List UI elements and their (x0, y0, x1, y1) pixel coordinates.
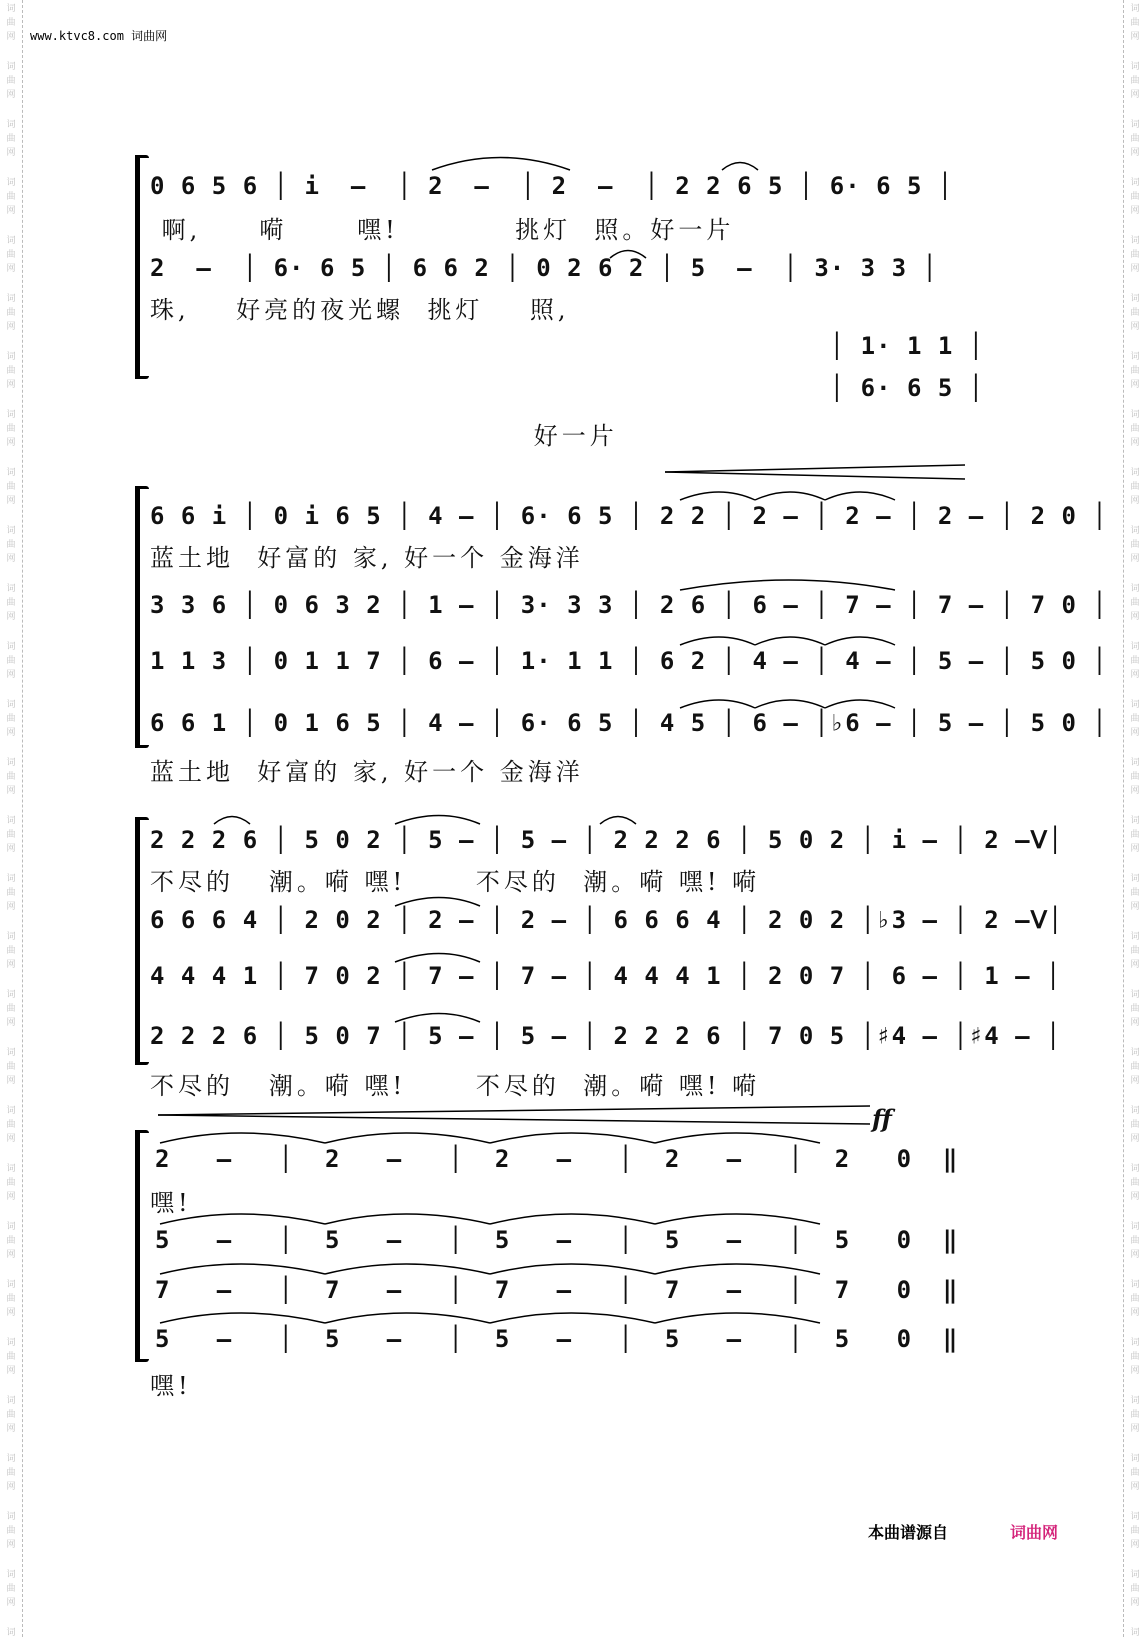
watermark-glyph: 词 (6, 1338, 16, 1348)
watermark-glyph: 曲 (1130, 1178, 1140, 1188)
watermark-glyph: 曲 (1130, 656, 1140, 666)
watermark-glyph: 曲 (1130, 714, 1140, 724)
watermark-glyph: 网 (6, 206, 16, 216)
watermark-glyph: 词 (1130, 120, 1140, 130)
watermark-glyph: 曲 (1130, 1526, 1140, 1536)
watermark-glyph: 网 (6, 1424, 16, 1434)
watermark-glyph: 曲 (6, 366, 16, 376)
watermark-glyph: 网 (6, 844, 16, 854)
watermark-glyph: 网 (6, 1018, 16, 1028)
watermark-glyph: 词 (6, 1280, 16, 1290)
watermark-glyph: 词 (1130, 178, 1140, 188)
watermark-glyph: 网 (6, 496, 16, 506)
watermark-glyph: 曲 (6, 1294, 16, 1304)
lyric-line: 好一片 (150, 422, 618, 450)
watermark-glyph: 词 (1130, 990, 1140, 1000)
watermark-glyph: 词 (1130, 236, 1140, 246)
watermark-glyph: 曲 (6, 1120, 16, 1130)
notes-line: 5 – │ 5 – │ 5 – │ 5 – │ 5 0 ‖ (155, 1226, 959, 1254)
watermark-glyph: 曲 (1130, 1584, 1140, 1594)
watermark-glyph: 网 (6, 32, 16, 42)
watermark-glyph: 词 (6, 1106, 16, 1116)
watermark-glyph: 网 (1130, 670, 1140, 680)
watermark-glyph: 网 (1130, 1076, 1140, 1086)
watermark-glyph: 曲 (1130, 1352, 1140, 1362)
watermark-glyph: 曲 (1130, 830, 1140, 840)
notes-line: 0 6 5 6 │ i – │ 2 – │ 2 – │ 2 2 6 5 │ 6· 6 5 │ (150, 172, 954, 200)
watermark-glyph: 曲 (6, 830, 16, 840)
watermark-glyph: 网 (6, 1192, 16, 1202)
watermark-glyph: 词 (6, 120, 16, 130)
watermark-glyph: 网 (1130, 380, 1140, 390)
watermark-glyph: 曲 (1130, 1236, 1140, 1246)
watermark-glyph: 词 (1130, 410, 1140, 420)
watermark-glyph: 网 (6, 1540, 16, 1550)
notes-line: 2 2 2 6 │ 5 0 7 │ 5 – │ 5 – │ 2 2 2 6 │ 7 0 5 │♯4 – │♯4 – │ (150, 1022, 1062, 1050)
watermark-glyph: 词 (6, 1570, 16, 1580)
watermark-glyph: 网 (1130, 612, 1140, 622)
watermark-glyph: 词 (1130, 816, 1140, 826)
watermark-glyph: 词 (6, 1222, 16, 1232)
watermark-glyph: 网 (1130, 960, 1140, 970)
notes-line: 2 – │ 2 – │ 2 – │ 2 – │ 2 0 ‖ (155, 1145, 959, 1173)
dynamic-fortissimo: ff (872, 1104, 892, 1133)
watermark-glyph: 词 (6, 526, 16, 536)
watermark-glyph: 词 (6, 410, 16, 420)
watermark-glyph: 词 (1130, 1454, 1140, 1464)
watermark-glyph: 网 (6, 264, 16, 274)
watermark-glyph: 词 (1130, 1048, 1140, 1058)
watermark-glyph: 曲 (6, 134, 16, 144)
watermark-glyph: 词 (6, 990, 16, 1000)
watermark-glyph: 网 (6, 1134, 16, 1144)
watermark-glyph: 曲 (6, 192, 16, 202)
watermark-glyph: 词 (1130, 1280, 1140, 1290)
watermark-glyph: 词 (6, 584, 16, 594)
watermark-glyph: 词 (1130, 62, 1140, 72)
watermark-glyph: 词 (6, 642, 16, 652)
watermark-glyph: 词 (1130, 758, 1140, 768)
watermark-glyph: 网 (1130, 728, 1140, 738)
watermark-glyph: 曲 (6, 1584, 16, 1594)
watermark-glyph: 网 (6, 322, 16, 332)
watermark-glyph: 网 (6, 438, 16, 448)
watermark-glyph: 网 (6, 148, 16, 158)
watermark-glyph: 词 (6, 352, 16, 362)
watermark-glyph: 曲 (6, 18, 16, 28)
watermark-glyph: 网 (1130, 148, 1140, 158)
watermark-glyph: 曲 (6, 1410, 16, 1420)
notes-line: 3 3 6 │ 0 6 3 2 │ 1 – │ 3· 3 3 │ 2 6 │ 6 – │ 7 – │ 7 – │ 7 0 │ (150, 591, 1108, 619)
site-header: www.ktvc8.com 词曲网 (30, 29, 168, 43)
watermark-glyph: 网 (1130, 206, 1140, 216)
watermark-glyph: 网 (6, 728, 16, 738)
watermark-glyph: 词 (1130, 700, 1140, 710)
watermark-glyph: 词 (6, 1512, 16, 1522)
watermark-glyph: 曲 (1130, 1120, 1140, 1130)
watermark-glyph: 词 (1130, 1570, 1140, 1580)
watermark-glyph: 词 (6, 1164, 16, 1174)
lyric-line: 不尽的 潮。嗬 嘿! 不尽的 潮。嗬 嘿! 嗬 (150, 868, 761, 896)
watermark-glyph: 网 (1130, 1250, 1140, 1260)
watermark-glyph: 网 (1130, 1482, 1140, 1492)
watermark-glyph: 网 (1130, 786, 1140, 796)
watermark-glyph: 曲 (1130, 134, 1140, 144)
notes-line: 4 4 4 1 │ 7 0 2 │ 7 – │ 7 – │ 4 4 4 1 │ 2 0 7 │ 6 – │ 1 – │ (150, 962, 1062, 990)
watermark-glyph: 网 (1130, 1192, 1140, 1202)
watermark-glyph: 词 (6, 700, 16, 710)
watermark-glyph: 词 (6, 1628, 16, 1638)
watermark-glyph: 曲 (1130, 18, 1140, 28)
notes-line: │ 1· 1 1 │ (150, 332, 985, 360)
watermark-glyph: 网 (6, 1308, 16, 1318)
watermark-glyph: 网 (1130, 32, 1140, 42)
watermark-glyph: 网 (1130, 264, 1140, 274)
watermark-glyph: 曲 (6, 1468, 16, 1478)
lyric-line: 不尽的 潮。嗬 嘿! 不尽的 潮。嗬 嘿! 嗬 (150, 1072, 761, 1100)
watermark-glyph: 曲 (6, 656, 16, 666)
footer-source-label: 本曲谱源自 (868, 1523, 949, 1542)
watermark-glyph: 曲 (6, 482, 16, 492)
watermark-glyph: 词 (1130, 4, 1140, 14)
watermark-glyph: 词 (1130, 584, 1140, 594)
watermark-glyph: 词 (6, 236, 16, 246)
watermark-glyph: 词 (6, 758, 16, 768)
watermark-glyph: 词 (1130, 352, 1140, 362)
watermark-glyph: 网 (1130, 1018, 1140, 1028)
watermark-glyph: 网 (6, 1076, 16, 1086)
lyric-line: 蓝土地 好富的 家, 好一个 金海洋 (150, 758, 584, 786)
watermark-glyph: 词 (6, 1454, 16, 1464)
watermark-glyph: 网 (1130, 1366, 1140, 1376)
watermark-glyph: 词 (6, 932, 16, 942)
watermark-glyph: 曲 (1130, 1294, 1140, 1304)
watermark-glyph: 网 (1130, 1134, 1140, 1144)
watermark-glyph: 曲 (1130, 1004, 1140, 1014)
watermark-glyph: 曲 (6, 424, 16, 434)
watermark-glyph: 词 (6, 62, 16, 72)
watermark-glyph: 词 (6, 874, 16, 884)
watermark-glyph: 网 (1130, 1308, 1140, 1318)
watermark-glyph: 网 (6, 786, 16, 796)
watermark-glyph: 网 (1130, 554, 1140, 564)
watermark-glyph: 网 (6, 1482, 16, 1492)
watermark-glyph: 词 (1130, 1512, 1140, 1522)
watermark-glyph: 曲 (6, 888, 16, 898)
notes-line: │ 6· 6 5 │ (150, 374, 985, 402)
lyric-line: 珠, 好亮的夜光螺 挑灯 照, (150, 296, 570, 324)
watermark-glyph: 网 (6, 90, 16, 100)
watermark-glyph: 词 (1130, 1222, 1140, 1232)
watermark-glyph: 网 (1130, 902, 1140, 912)
watermark-glyph: 曲 (6, 1352, 16, 1362)
watermark-glyph: 网 (6, 612, 16, 622)
watermark-glyph: 曲 (1130, 192, 1140, 202)
footer-brand-link[interactable]: 词曲网 (1010, 1523, 1059, 1542)
watermark-glyph: 词 (6, 1048, 16, 1058)
notes-line: 6 6 i │ 0 i 6 5 │ 4 – │ 6· 6 5 │ 2 2 │ 2 – │ 2 – │ 2 – │ 2 0 │ (150, 502, 1108, 530)
watermark-glyph: 词 (1130, 1106, 1140, 1116)
watermark-glyph: 词 (1130, 1338, 1140, 1348)
watermark-glyph: 词 (1130, 1164, 1140, 1174)
watermark-glyph: 网 (6, 554, 16, 564)
watermark-glyph: 网 (1130, 322, 1140, 332)
watermark-glyph: 曲 (6, 1526, 16, 1536)
lyric-line: 嘿! (150, 1189, 192, 1217)
watermark-glyph: 词 (6, 294, 16, 304)
watermark-glyph: 网 (1130, 844, 1140, 854)
notes-line: 6 6 1 │ 0 1 6 5 │ 4 – │ 6· 6 5 │ 4 5 │ 6 – │♭6 – │ 5 – │ 5 0 │ (150, 709, 1108, 737)
watermark-glyph: 词 (1130, 1628, 1140, 1638)
watermark-glyph: 曲 (1130, 308, 1140, 318)
watermark-glyph: 曲 (6, 946, 16, 956)
notes-line: 5 – │ 5 – │ 5 – │ 5 – │ 5 0 ‖ (155, 1325, 959, 1353)
watermark-glyph: 曲 (1130, 598, 1140, 608)
watermark-glyph: 曲 (1130, 424, 1140, 434)
watermark-glyph: 网 (1130, 1424, 1140, 1434)
watermark-glyph: 曲 (6, 250, 16, 260)
watermark-glyph: 词 (1130, 1396, 1140, 1406)
watermark-glyph: 曲 (6, 540, 16, 550)
notes-line: 6 6 6 4 │ 2 0 2 │ 2 – │ 2 – │ 6 6 6 4 │ 2 0 2 │♭3 – │ 2 –ᐯ│ (150, 906, 1064, 934)
watermark-glyph: 曲 (1130, 366, 1140, 376)
watermark-glyph: 词 (6, 4, 16, 14)
watermark-glyph: 词 (1130, 468, 1140, 478)
watermark-glyph: 曲 (1130, 1468, 1140, 1478)
watermark-glyph: 网 (6, 670, 16, 680)
watermark-glyph: 词 (1130, 526, 1140, 536)
watermark-glyph: 网 (1130, 438, 1140, 448)
watermark-glyph: 曲 (1130, 250, 1140, 260)
watermark-glyph: 曲 (1130, 1062, 1140, 1072)
watermark-glyph: 曲 (6, 1062, 16, 1072)
notes-line: 7 – │ 7 – │ 7 – │ 7 – │ 7 0 ‖ (155, 1276, 959, 1304)
watermark-glyph: 网 (1130, 90, 1140, 100)
watermark-glyph: 曲 (6, 76, 16, 86)
watermark-glyph: 词 (1130, 874, 1140, 884)
watermark-glyph: 网 (6, 1250, 16, 1260)
watermark-glyph: 曲 (6, 308, 16, 318)
watermark-glyph: 曲 (6, 1004, 16, 1014)
watermark-glyph: 网 (6, 960, 16, 970)
watermark-glyph: 曲 (1130, 1410, 1140, 1420)
watermark-glyph: 曲 (6, 598, 16, 608)
watermark-glyph: 词 (6, 468, 16, 478)
watermark-glyph: 网 (6, 380, 16, 390)
watermark-glyph: 曲 (1130, 540, 1140, 550)
watermark-glyph: 曲 (1130, 772, 1140, 782)
watermark-glyph: 曲 (6, 1178, 16, 1188)
watermark-glyph: 曲 (6, 1236, 16, 1246)
lyric-line: 蓝土地 好富的 家, 好一个 金海洋 (150, 544, 584, 572)
watermark-glyph: 曲 (6, 714, 16, 724)
watermark-glyph: 曲 (1130, 76, 1140, 86)
notes-line: 2 2 2 6 │ 5 0 2 │ 5 – │ 5 – │ 2 2 2 6 │ 5 0 2 │ i – │ 2 –ᐯ│ (150, 826, 1064, 854)
watermark-glyph: 词 (6, 1396, 16, 1406)
watermark-glyph: 曲 (1130, 888, 1140, 898)
watermark-glyph: 网 (6, 902, 16, 912)
watermark-glyph: 词 (1130, 642, 1140, 652)
watermark-glyph: 曲 (1130, 482, 1140, 492)
watermark-glyph: 词 (1130, 932, 1140, 942)
watermark-glyph: 网 (1130, 1540, 1140, 1550)
notes-line: 2 – │ 6· 6 5 │ 6 6 2 │ 0 2 6 2 │ 5 – │ 3· 3 3 │ (150, 254, 938, 282)
watermark-glyph: 网 (6, 1366, 16, 1376)
watermark-glyph: 曲 (6, 772, 16, 782)
watermark-glyph: 曲 (1130, 946, 1140, 956)
lyric-line: 啊, 嗬 嘿! 挑灯 照。好一片 (150, 216, 735, 244)
watermark-glyph: 网 (6, 1598, 16, 1608)
watermark-glyph: 词 (6, 816, 16, 826)
watermark-glyph: 词 (6, 178, 16, 188)
lyric-line: 嘿! (150, 1372, 192, 1400)
watermark-glyph: 网 (1130, 1598, 1140, 1608)
watermark-glyph: 词 (1130, 294, 1140, 304)
watermark-glyph: 网 (1130, 496, 1140, 506)
notes-line: 1 1 3 │ 0 1 1 7 │ 6 – │ 1· 1 1 │ 6 2 │ 4 – │ 4 – │ 5 – │ 5 0 │ (150, 647, 1108, 675)
